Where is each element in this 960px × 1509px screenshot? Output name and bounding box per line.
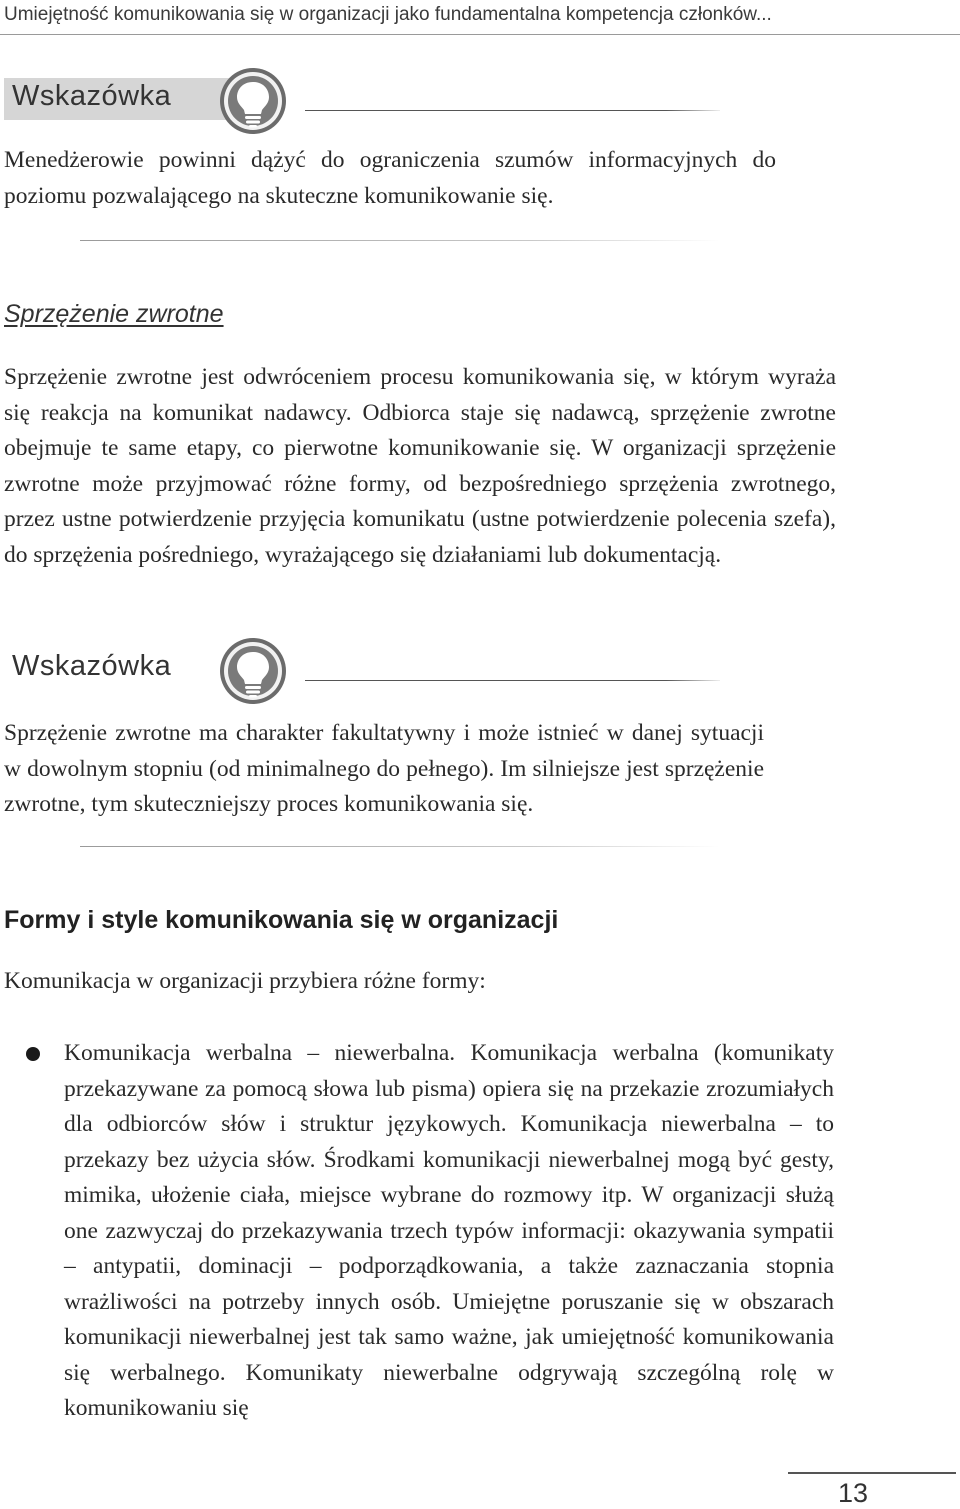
divider [80, 846, 720, 847]
running-header [0, 0, 960, 35]
tip-label: Wskazówka [12, 80, 172, 112]
tip-1-text: Menedżerowie powinni dążyć do ograniczenia szumów informacyjnych do poziomu pozwalającego na skuteczne komunikowanie się. [4, 147, 776, 209]
tip-label: Wskazówka [12, 650, 172, 682]
section-heading-feedback: Sprzężenie zwrotne [4, 300, 224, 328]
list-item: Komunikacja werbalna – niewerbalna. Komunikacja werbalna (komunikaty przekazywane za pomocą słowa lub pisma) opiera się na przekazie zrozumiałych dla odbiorców słów i struktur językowych. Komunikacja niewerbalna – to przekazy bez użycia słów. Środkami komunikacji niewerbalnej mogą być gesty, mimika, ułożenie ciała, miejsce wybrane do rozmowy itp. W organizacji służą one zazwyczaj do przekazywania trzech typów informacji: okazywania sympatii – antypatii, dominacji – podporządkowania, a także zaznaczania stopnia wrażliwości na potrzeby innych osób. Umiejętne poruszanie się w obszarach komunikacji niewerbalnej jest tak samo ważne, jak umiejętność komunikowania się werbalnego. Komunikaty niewerbalne odgrywają szczególną rolę w komunikowaniu się [64, 1040, 834, 1421]
bullet-dot-icon [26, 1047, 40, 1061]
feedback-paragraph: Sprzężenie zwrotne jest odwróceniem procesu komunikowania się, w którym wyraża się reakcja na komunikat nadawcy. Odbiorca staje się nadawcą, sprzężenie zwrotne obejmuje te same etapy, co pierwotne komunikowanie się. W organizacji sprzężenie zwrotne może przyjmować różne formy, od bezpośredniego sprzężenia zwrotnego, przez ustne potwierdzenie przyjęcia komunikatu (ustne potwierdzenie polecenia szefa), do sprzężenia pośredniego, wyrażającego się działaniami lub dokumentacją. [4, 364, 836, 568]
tip-banner-2 [0, 636, 720, 708]
tip-rule [305, 110, 720, 111]
running-header-text: Umiejętność komunikowania się w organizacji jako fundamentalna kompetencja członków... [4, 4, 772, 25]
page-number: 13 [838, 1478, 869, 1508]
lightbulb-icon [218, 636, 288, 706]
lightbulb-icon [218, 66, 288, 136]
tip-2-text: Sprzężenie zwrotne ma charakter fakultatywny i może istnieć w danej sytuacji w dowolnym stopniu (od minimalnego do pełnego). Im silniejsze jest sprzężenie zwrotne, tym skuteczniejszy proces komunikowania się. [4, 720, 764, 817]
section-heading-forms: Formy i style komunikowania się w organizacji [4, 906, 559, 934]
page-number-rule [788, 1472, 956, 1474]
forms-intro: Komunikacja w organizacji przybiera różne formy: [4, 968, 486, 994]
tip-rule [305, 680, 720, 681]
divider [80, 240, 720, 241]
tip-banner-1 [0, 66, 720, 138]
